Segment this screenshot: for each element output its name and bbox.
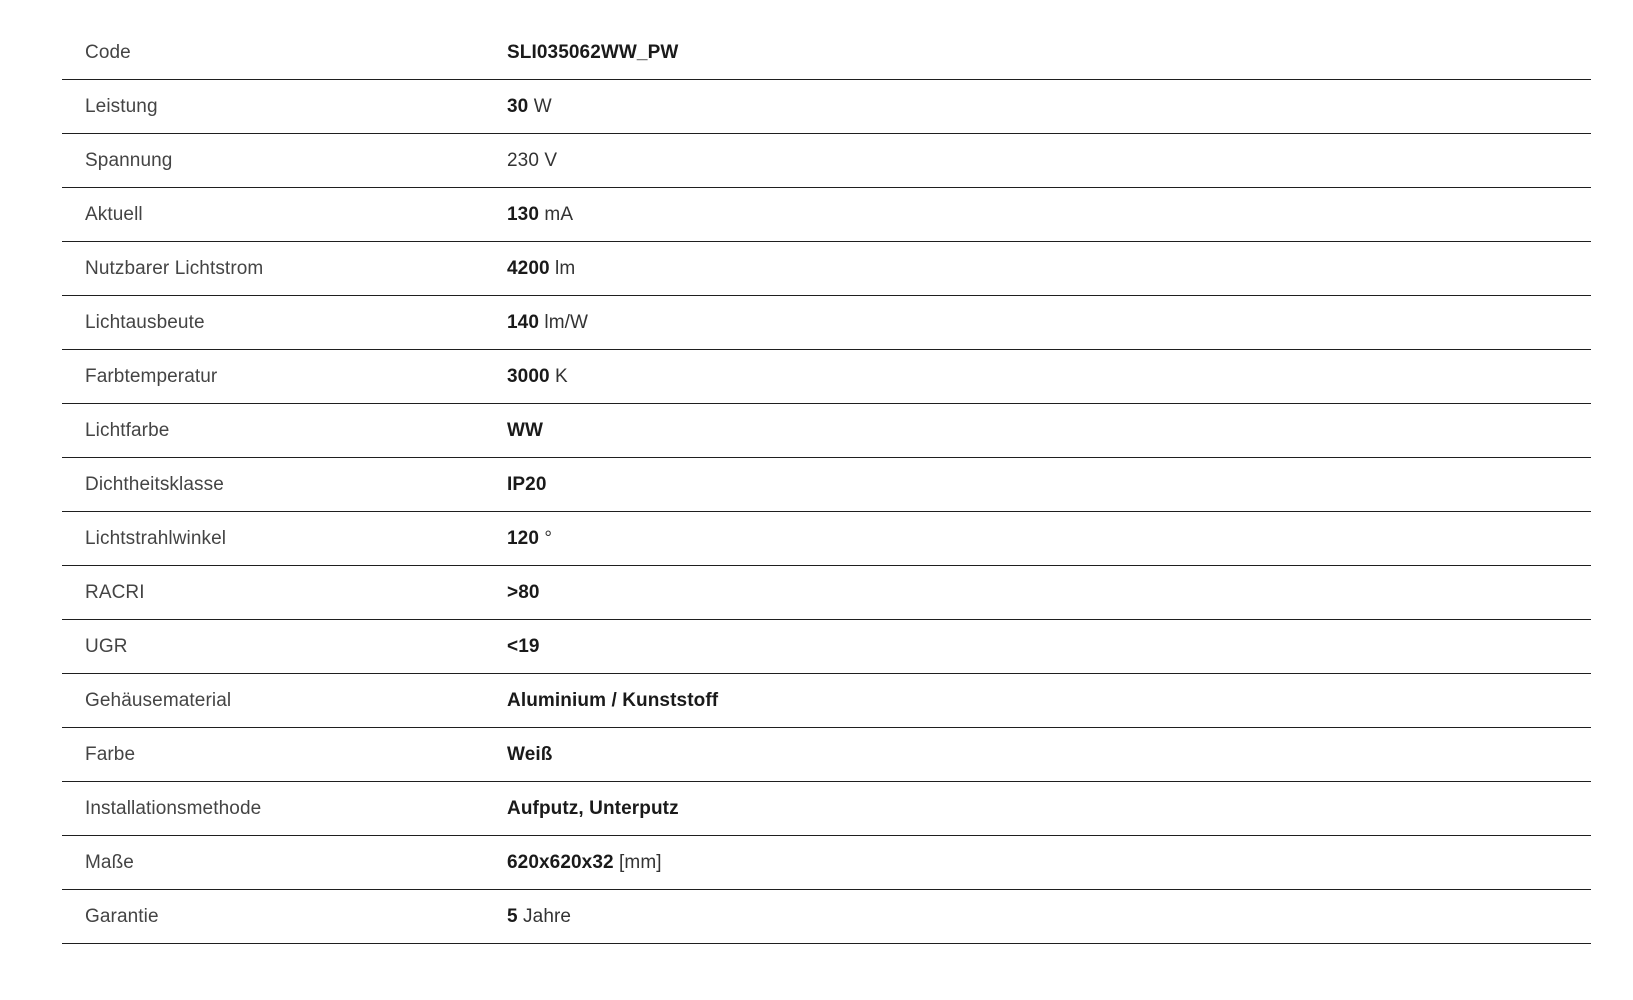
spec-value-number: Aluminium / Kunststoff: [507, 689, 719, 711]
spec-row: [62, 242, 1591, 296]
spec-value: [507, 420, 1591, 442]
spec-value-number: >80: [507, 581, 540, 603]
spec-value: [507, 204, 1591, 226]
spec-row: [62, 620, 1591, 674]
spec-value-number: SLI035062WW_PW: [507, 41, 679, 63]
spec-value: [507, 528, 1591, 550]
spec-row: [62, 188, 1591, 242]
spec-value-number: Weiß: [507, 743, 553, 765]
spec-value-number: 30: [507, 95, 529, 117]
spec-label: RACRI: [85, 581, 145, 603]
spec-label: Lichtausbeute: [85, 311, 205, 333]
spec-value: [507, 852, 1591, 874]
spec-value: [507, 744, 1591, 766]
spec-value-unit: K: [549, 365, 568, 387]
spec-label: Installationsmethode: [85, 797, 262, 819]
spec-value-unit: [mm]: [613, 851, 662, 873]
spec-row: [62, 674, 1591, 728]
spec-label: Garantie: [85, 905, 159, 927]
spec-row: [62, 512, 1591, 566]
spec-row: [62, 566, 1591, 620]
spec-value-number: IP20: [507, 473, 547, 495]
spec-value: [507, 798, 1591, 820]
spec-row: [62, 890, 1591, 944]
spec-label: Lichtfarbe: [85, 419, 170, 441]
spec-label: Gehäusematerial: [85, 689, 232, 711]
spec-value-unit: mA: [539, 203, 574, 225]
spec-label: Farbe: [85, 743, 136, 765]
spec-value-number: 3000: [507, 365, 550, 387]
spec-value: [507, 96, 1591, 118]
spec-value: [507, 582, 1591, 604]
spec-label: Aktuell: [85, 203, 143, 225]
spec-value-number: <19: [507, 635, 540, 657]
spec-value: [507, 312, 1591, 334]
spec-label: Leistung: [85, 95, 158, 117]
spec-value-unit: 230 V: [507, 149, 558, 171]
spec-value-number: WW: [507, 419, 544, 441]
spec-label: Dichtheitsklasse: [85, 473, 224, 495]
spec-value: [507, 636, 1591, 658]
spec-row: [62, 728, 1591, 782]
spec-row: [62, 296, 1591, 350]
spec-value-unit: lm: [549, 257, 576, 279]
spec-label: Spannung: [85, 149, 173, 171]
spec-row: [62, 350, 1591, 404]
spec-value-unit: W: [528, 95, 552, 117]
spec-value-number: 5: [507, 905, 518, 927]
spec-label: Lichtstrahlwinkel: [85, 527, 227, 549]
spec-row: [62, 80, 1591, 134]
spec-value: [507, 42, 1591, 64]
spec-row: [62, 458, 1591, 512]
spec-label: Nutzbarer Lichtstrom: [85, 257, 264, 279]
spec-value-number: Aufputz, Unterputz: [507, 797, 679, 819]
spec-value: [507, 474, 1591, 496]
spec-value: [507, 150, 1591, 172]
spec-value-unit: Jahre: [517, 905, 572, 927]
spec-value-number: 620x620x32: [507, 851, 614, 873]
spec-value: [507, 690, 1591, 712]
spec-label: UGR: [85, 635, 128, 657]
spec-row: [62, 26, 1591, 80]
spec-row: [62, 134, 1591, 188]
spec-value-unit: °: [539, 527, 553, 549]
spec-value-number: 4200: [507, 257, 550, 279]
spec-row: [62, 836, 1591, 890]
spec-table: [62, 26, 1591, 944]
spec-value-number: 140: [507, 311, 540, 333]
spec-label: Farbtemperatur: [85, 365, 218, 387]
spec-row: [62, 782, 1591, 836]
spec-value-number: 120: [507, 527, 540, 549]
spec-value-unit: lm/W: [539, 311, 589, 333]
spec-value: [507, 258, 1591, 280]
spec-row: [62, 404, 1591, 458]
spec-label: Maße: [85, 851, 134, 873]
spec-label: Code: [85, 41, 131, 63]
spec-value: [507, 366, 1591, 388]
spec-value: [507, 906, 1591, 928]
spec-value-number: 130: [507, 203, 540, 225]
